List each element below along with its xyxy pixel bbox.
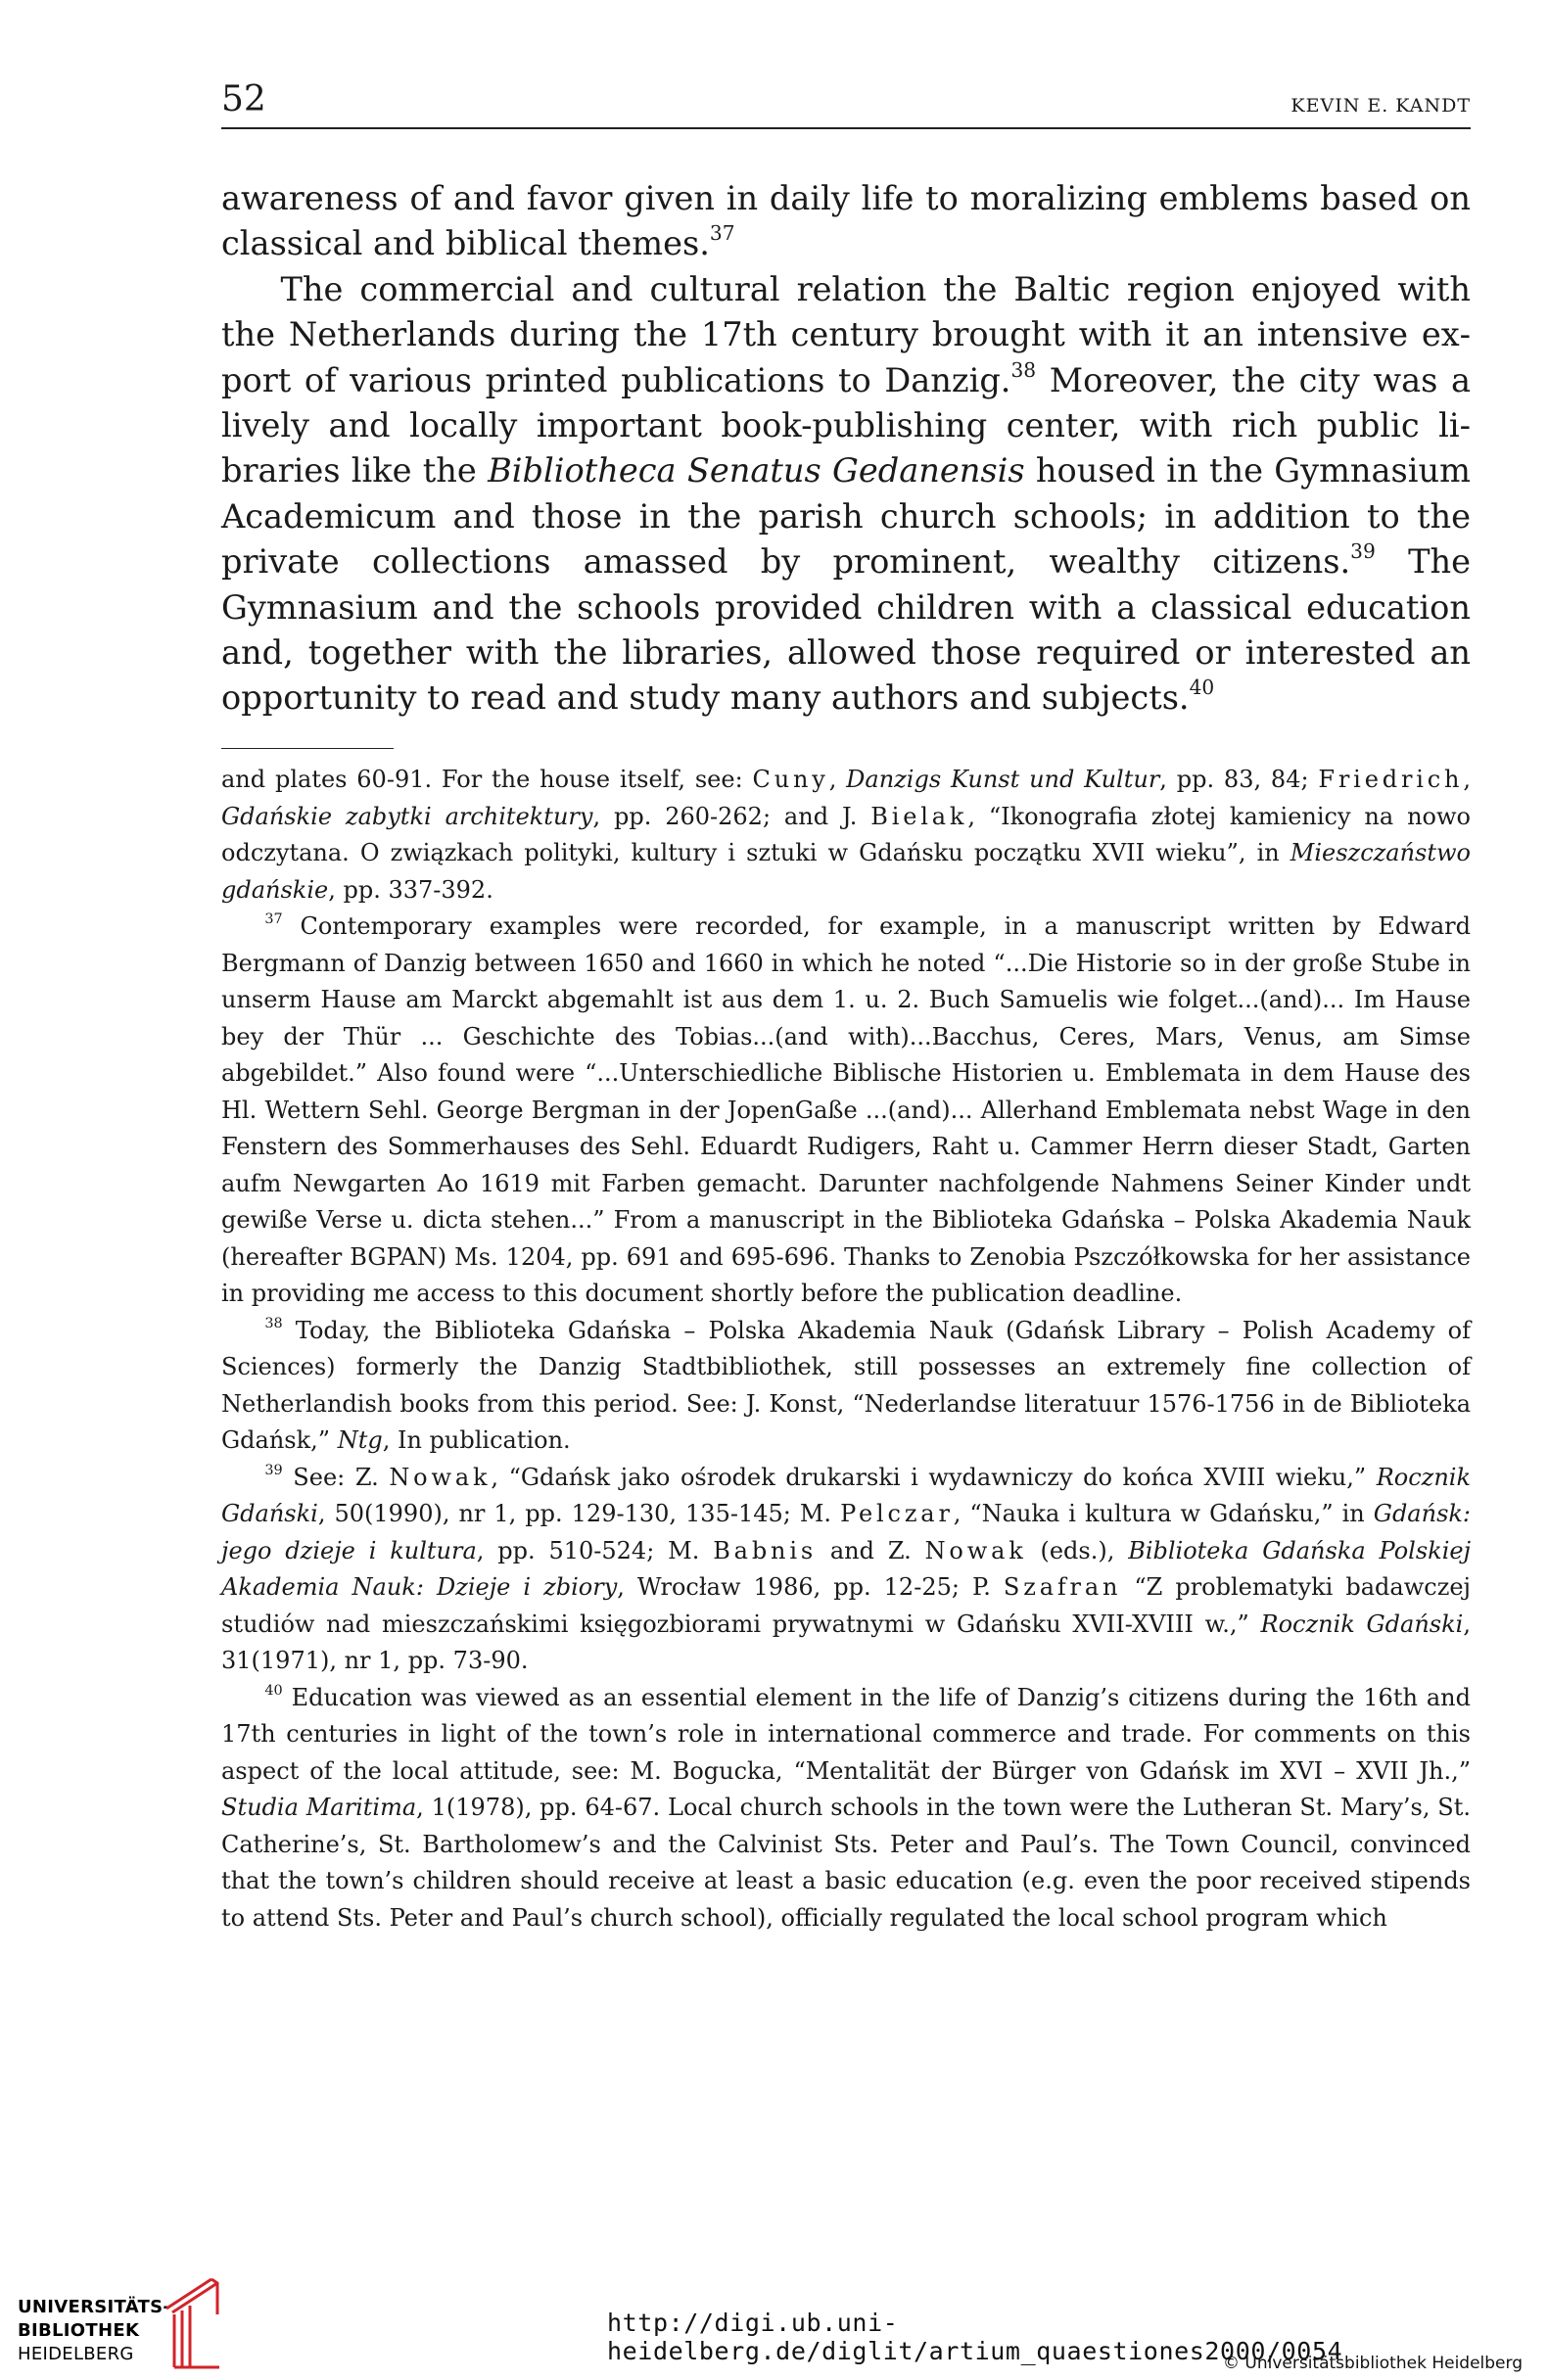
italic-title: Bibliotheca Senatus Gedanensis bbox=[488, 451, 1025, 490]
logo-text-line1: UNIVERSITÄTS- bbox=[18, 2297, 171, 2317]
text-run: , pp. 510-524; M. bbox=[476, 1536, 714, 1564]
text-run: , pp. 83, 84; bbox=[1159, 766, 1319, 793]
text-run: See: Z. bbox=[282, 1463, 390, 1491]
text-run: Moreover, the city was a lively and locally important book-publishing center, with rich public libraries like the bbox=[221, 360, 1471, 490]
logo-text-line2: BIBLIOTHEK bbox=[18, 2320, 140, 2341]
digitization-footer bbox=[0, 2269, 1548, 2380]
italic-title: Danzigs Kunst und Kultur bbox=[846, 766, 1160, 793]
italic-title: Biblioteka Gdańska Polskiej Akademia Nauk: Dzieje i zbiory bbox=[221, 1536, 1472, 1601]
running-head-author: KEVIN E. KANDT bbox=[1290, 95, 1471, 117]
text-run: , 31(1971), nr 1, pp. 73-90. bbox=[221, 1610, 1471, 1674]
library-building-icon bbox=[163, 2275, 223, 2369]
library-logo[interactable] bbox=[18, 2271, 233, 2369]
footnote-37 bbox=[221, 909, 1471, 1313]
spaced-name: Pelczar bbox=[840, 1500, 954, 1527]
spaced-name: Bielak bbox=[870, 802, 968, 830]
text-run: (eds.), bbox=[1026, 1536, 1129, 1564]
text-run: , bbox=[1463, 766, 1471, 793]
text-run: awareness of and favor given in daily life to moralizing emblems based on classical and biblical themes. bbox=[221, 179, 1471, 263]
footnotes bbox=[221, 762, 1471, 1937]
paragraph-1 bbox=[221, 176, 1471, 267]
text-run: , 50(1990), nr 1, pp. 129-130, 135-145; M. bbox=[317, 1500, 841, 1527]
running-head bbox=[221, 76, 1471, 129]
italic-title: Studia Maritima bbox=[221, 1794, 417, 1821]
footnote-39 bbox=[221, 1460, 1471, 1680]
italic-title: Rocznik Gdański bbox=[221, 1463, 1471, 1527]
text-run: “Z problematyki badawczej studiów nad mieszczańskimi księgozbiorami prywatnymi w Gdańsku XVII-XVIII w.,” bbox=[221, 1573, 1471, 1638]
spaced-name: Babnis bbox=[713, 1536, 817, 1564]
text-run: , Wrocław 1986, pp. 12-25; P. bbox=[617, 1573, 1004, 1601]
page-number: 52 bbox=[221, 79, 266, 119]
footnote-ref-40: 40 bbox=[1189, 676, 1215, 700]
footnote-number: 37 bbox=[264, 911, 283, 928]
spaced-name: Nowak bbox=[389, 1463, 492, 1491]
text-run: Contemporary examples were recorded, for example, in a manuscript written by Edward Bergmann of Danzig between 1650 and 1660 in which he noted “...Die Historie so in der große Stube in unserm Hause am Marckt abgemahlt ist aus dem 1. u. 2. Buch Samuelis wie folget...(and)... Im Hause bey der Thür ... Geschichte des Tobias...(and with)...Bacchus, Ceres, Mars, Venus, am Simse abgebildet.” Also found were “...Unterschiedliche Biblische Historien u. Emblemata in dem Hause des Hl. Wettern Sehl. George Bergman in der JopenGaße ...(and)... Allerhand Emblemata nebst Wage in den Fenstern des Sommerhauses des Sehl. Eduardt Rudigers, Raht u. Cammer Herrn dieser Stadt, Garten aufm Newgarten Ao 1619 mit Farben gemacht. Darunter nachfolgende Nahmens Seiner Kinder undt gewiße Verse u. dicta stehen...” From a manuscript in the Biblioteka Gdańska – Polska Akademia Nauk (hereafter BGPAN) Ms. 1204, pp. 691 and 695-696. Thanks to Zenobia Pszczółkowska for her assistance in providing me access to this document shortly before the publication deadline. bbox=[221, 912, 1471, 1307]
copyright-notice: © Universitätsbibliothek Heidelberg bbox=[1222, 2354, 1523, 2373]
spaced-name: Nowak bbox=[924, 1536, 1027, 1564]
text-run: , pp. 337-392. bbox=[328, 875, 493, 904]
italic-title: Ntg bbox=[337, 1426, 383, 1454]
text-run: Education was viewed as an essential element in the life of Danzig’s citizens during the 16th and 17th centuries in light of the town’s role in international commerce and trade. For comments on this aspect of the local attitude, see: M. Bogucka, “Mentalität der Bürger von Gdańsk im XVI – XVII Jh.,” bbox=[221, 1683, 1471, 1785]
text-run: , In publication. bbox=[382, 1426, 571, 1454]
text-run: Today, the Biblioteka Gdańska – Polska Akademia Nauk (Gdańsk Library – Polish Academy of Sciences) formerly the Danzig Stadtbibliothek, still possesses an extremely fine collection of Netherlandish books from this period. See: J. Konst, “Nederlandse literatuur 1576-1756 in de Biblioteka Gdańsk,” bbox=[221, 1316, 1471, 1454]
spaced-name: Szafran bbox=[1003, 1573, 1122, 1601]
text-run: housed in the Gymnasium Academicum and those in the parish church schools; in addition to the private collections amassed by prominent, wealthy citizens. bbox=[221, 451, 1471, 582]
text-run: The commercial and cultural relation the Baltic region enjoyed with the Netherlands during the 17th century brought with it an intensive export of various printed publications to Danzig. bbox=[221, 269, 1471, 399]
paragraph-2 bbox=[221, 267, 1471, 722]
text-run: , “Gdańsk jako ośrodek drukarski i wydawniczy do końca XVIII wieku,” bbox=[491, 1463, 1377, 1491]
footnote-ref-38: 38 bbox=[1010, 357, 1037, 382]
footnote-38 bbox=[221, 1313, 1471, 1460]
text-run: and Z. bbox=[817, 1536, 925, 1564]
italic-title: Rocznik Gdański bbox=[1260, 1610, 1464, 1638]
logo-text-line3: HEIDELBERG bbox=[18, 2344, 134, 2364]
italic-title: Mieszczaństwo gdańskie bbox=[221, 839, 1471, 904]
text-run: , 1(1978), pp. 64-67. Local church schools in the town were the Lutheran St. Mary’s, St. Catherine’s, St. Bartholomew’s and the Calvinist Sts. Peter and Paul’s. The Town Council, convinced that the town’s children should receive at least a basic education (e.g. even the poor received stipends to attend Sts. Peter and Paul’s church school), officially regulated the local school program which bbox=[221, 1794, 1472, 1932]
footnote-40 bbox=[221, 1680, 1471, 1937]
footnote-number: 38 bbox=[264, 1315, 283, 1331]
footnote-ref-39: 39 bbox=[1350, 539, 1376, 564]
footnote-separator bbox=[221, 748, 394, 749]
text-run: , pp. 260-262; and J. bbox=[592, 802, 871, 830]
text-run: , “Ikonografia złotej kamienicy na nowo odczytana. O związkach polityki, kultury i sztuki w Gdańsku początku XVII wieku”, in bbox=[221, 802, 1471, 866]
footnote-number: 40 bbox=[264, 1682, 283, 1699]
italic-title: Gdańsk: jego dzieje i kultura bbox=[221, 1500, 1472, 1564]
footnote-number: 39 bbox=[264, 1462, 283, 1478]
permalink-url[interactable]: http://digi.ub.uni-heidelberg.de/diglit/artium_quaestiones2000/0054 bbox=[607, 2309, 1343, 2365]
text-run: , bbox=[828, 766, 847, 793]
text-run: , “Nauka i kultura w Gdańsku,” in bbox=[953, 1500, 1374, 1527]
main-text bbox=[221, 176, 1471, 722]
italic-title: Gdańskie zabytki architektury bbox=[221, 802, 593, 830]
text-run: and plates 60-91. For the house itself, see: bbox=[221, 766, 753, 793]
text-run: The Gymnasium and the schools provided children with a classical education and, together with the libraries, allowed those required or interested an opportunity to read and study many authors and subjects. bbox=[221, 542, 1472, 718]
spaced-name: Cuny bbox=[752, 766, 829, 793]
footnote-continued bbox=[221, 762, 1471, 909]
footnote-ref-37: 37 bbox=[709, 221, 735, 246]
spaced-name: Friedrich bbox=[1318, 766, 1464, 793]
